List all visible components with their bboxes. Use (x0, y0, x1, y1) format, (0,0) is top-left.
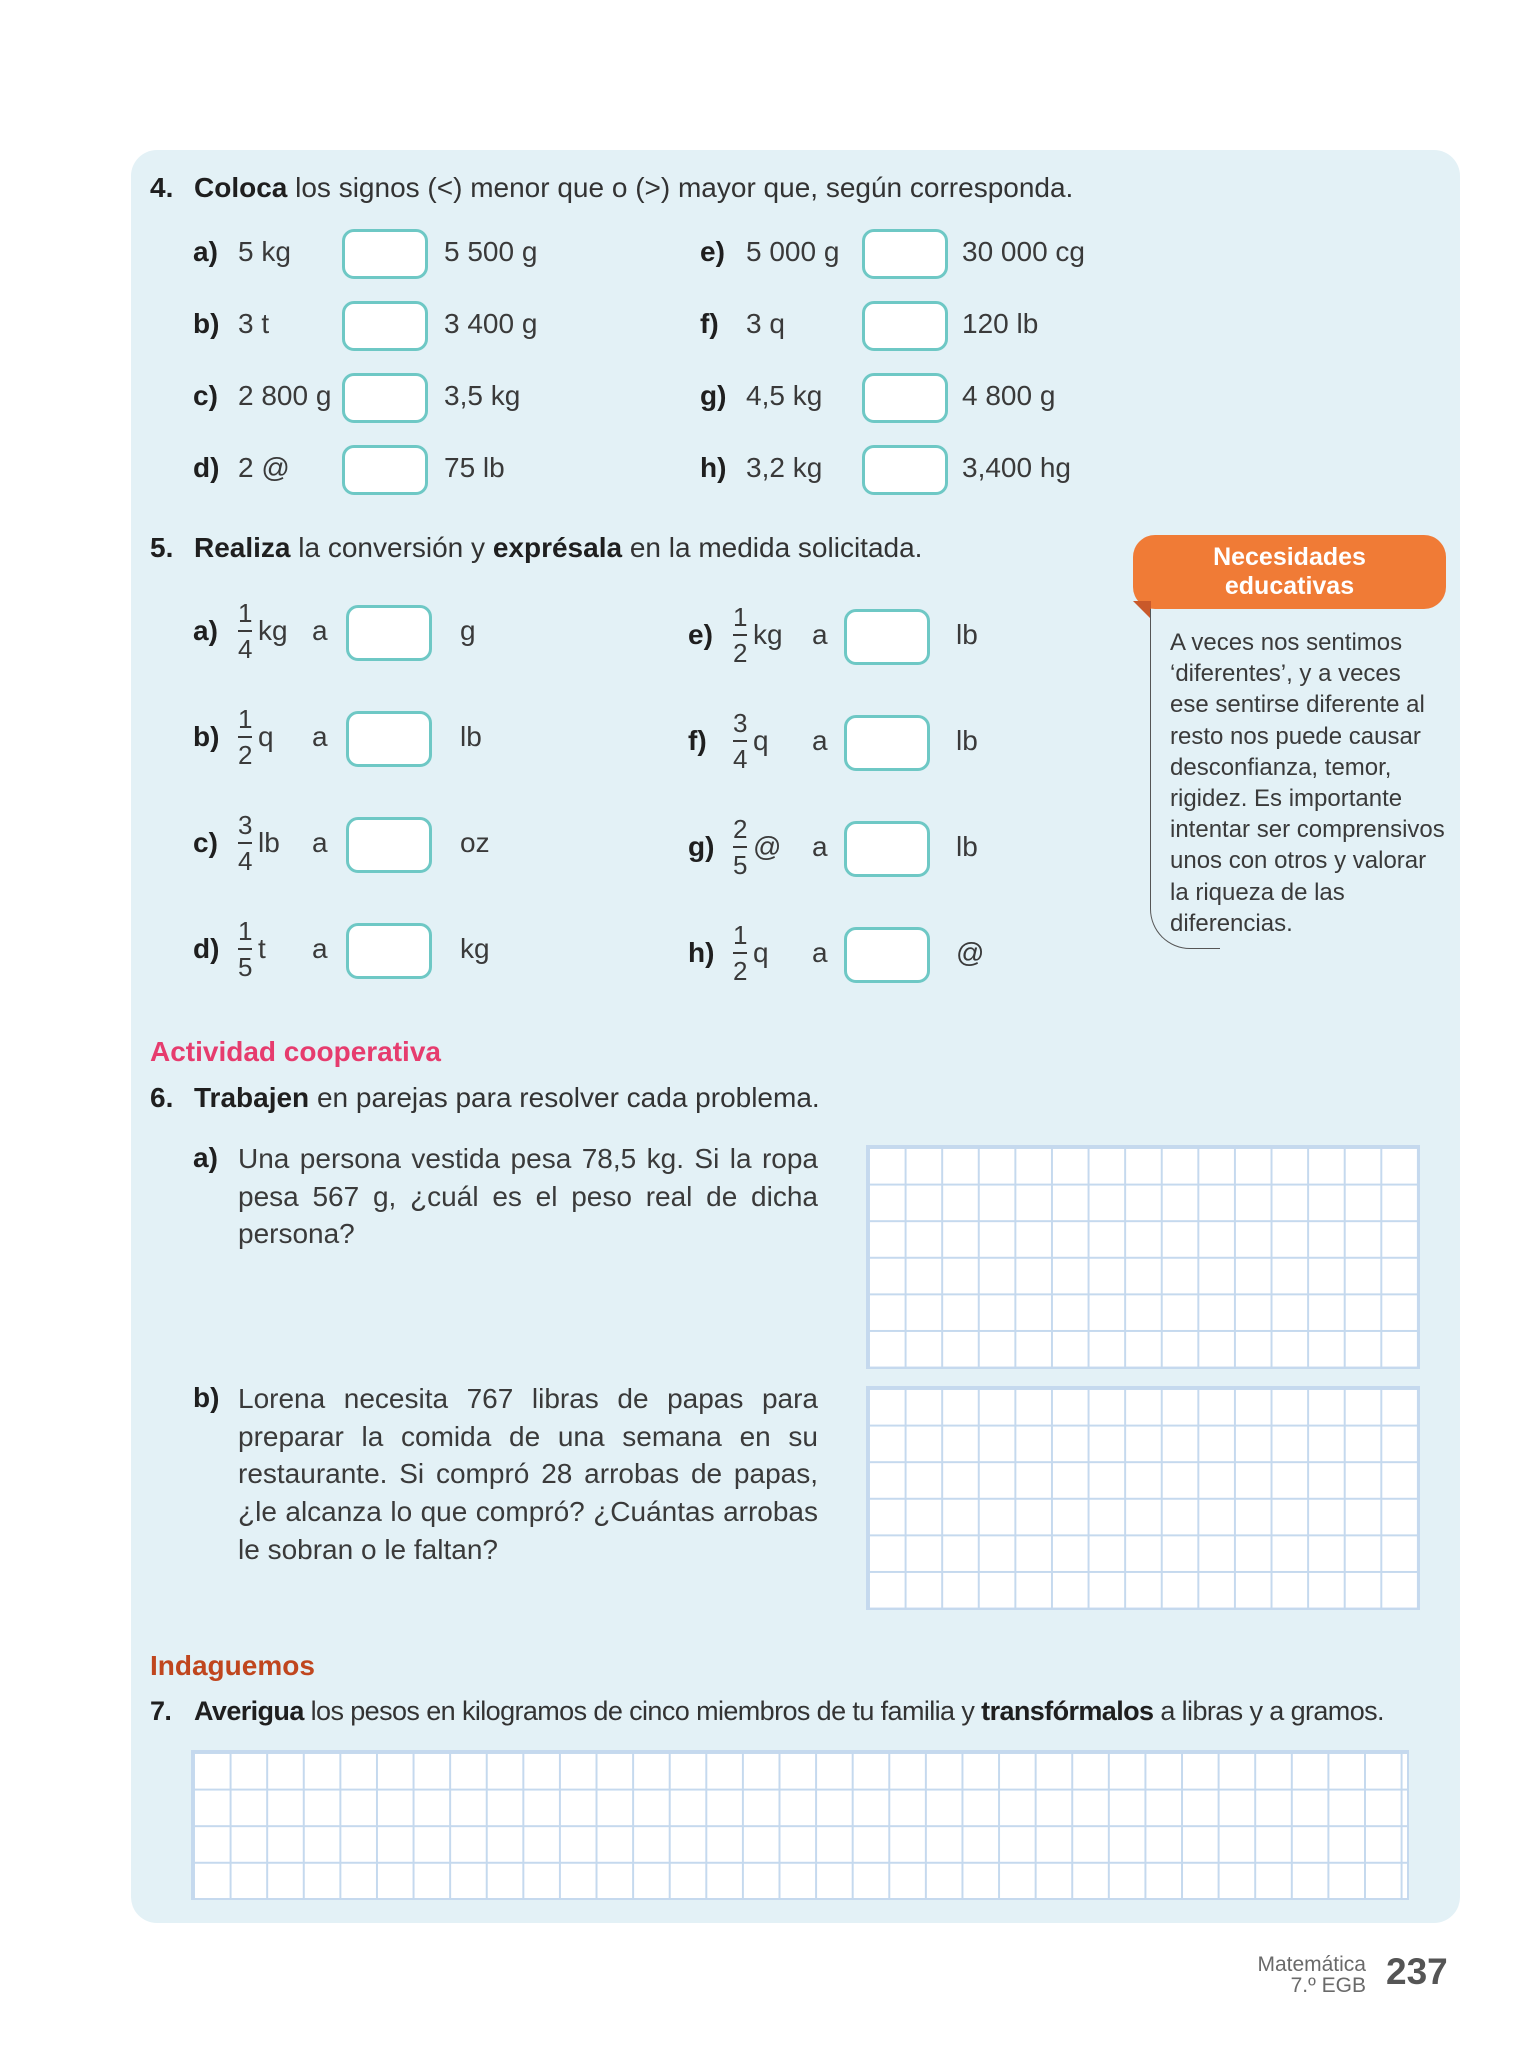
answer-grid-b[interactable] (866, 1386, 1420, 1610)
numerator: 1 (238, 916, 253, 946)
q6-number: 6. (150, 1082, 174, 1113)
source-unit: @ (753, 831, 782, 862)
left-quantity: 3 t (238, 308, 270, 339)
right-quantity: 3,400 hg (962, 452, 1071, 483)
target-unit: kg (460, 933, 490, 964)
page-number: 237 (1386, 1951, 1448, 1992)
item-label: c) (193, 380, 218, 411)
note-header (1133, 535, 1446, 609)
conversion-answer-box[interactable] (346, 817, 432, 873)
sign-answer-box[interactable] (342, 373, 428, 423)
q7-verb-2: transfórmalos (981, 1696, 1154, 1726)
denominator: 5 (238, 952, 253, 982)
conversion-answer-box[interactable] (346, 605, 432, 661)
item-label: e) (700, 236, 725, 267)
connector-a: a (312, 933, 328, 964)
target-unit: lb (956, 725, 978, 756)
target-unit: lb (956, 831, 978, 862)
denominator: 5 (733, 850, 748, 880)
source-unit: lb (258, 827, 280, 858)
denominator: 2 (733, 956, 748, 986)
item-label: h) (700, 452, 727, 483)
q5-number: 5. (150, 532, 174, 563)
connector-a: a (312, 615, 328, 646)
left-quantity: 5 000 g (746, 236, 840, 267)
q4-number: 4. (150, 172, 174, 203)
q5-verb-2: exprésala (492, 532, 623, 563)
sign-answer-box[interactable] (862, 301, 948, 351)
target-unit: @ (956, 937, 985, 968)
right-quantity: 4 800 g (962, 380, 1056, 411)
item-label: g) (688, 831, 715, 862)
item-label: h) (688, 937, 715, 968)
fraction (733, 710, 747, 772)
note-title-line1: Necesidades (1213, 543, 1366, 571)
sign-answer-box[interactable] (342, 445, 428, 495)
source-unit: q (258, 721, 274, 752)
left-quantity: 2 @ (238, 452, 290, 483)
note-body: A veces nos sentimos ‘diferentes’, y a veces ese sentirse diferente al resto nos puede causar desconfianza, temor, rigidez. Es importante intentar ser comprensivos unos con otros y valorar la riqueza de las diferencias. (1170, 629, 1445, 937)
item-label: b) (193, 721, 220, 752)
fraction (238, 918, 252, 980)
q6-heading (150, 1082, 820, 1114)
source-unit: kg (258, 615, 288, 646)
sign-answer-box[interactable] (342, 229, 428, 279)
numerator: 1 (733, 602, 748, 632)
fraction-bar (238, 842, 252, 844)
denominator: 4 (238, 846, 253, 876)
footer-subject (1257, 1954, 1366, 1996)
fraction (238, 812, 252, 874)
q4-heading (150, 172, 1073, 204)
left-quantity: 4,5 kg (746, 380, 823, 411)
fraction-bar (733, 740, 747, 742)
connector-a: a (812, 725, 828, 756)
connector-a: a (312, 721, 328, 752)
source-unit: kg (753, 619, 783, 650)
answer-grid-family-weights[interactable] (191, 1750, 1409, 1900)
investigate-section-title: Indaguemos (150, 1650, 315, 1681)
numerator: 1 (238, 598, 253, 628)
q5-text-2: en la medida solicitada. (622, 532, 923, 563)
q4-verb: Coloca (194, 172, 288, 203)
subject-name: Matemática (1257, 1953, 1366, 1976)
fraction-bar (238, 630, 252, 632)
fraction-bar (733, 846, 747, 848)
right-quantity: 5 500 g (444, 236, 538, 267)
q7-number: 7. (150, 1696, 172, 1726)
source-unit: q (753, 725, 769, 756)
answer-grid-a[interactable] (866, 1145, 1420, 1369)
item-label: e) (688, 619, 713, 650)
item-label: d) (193, 933, 220, 964)
right-quantity: 30 000 cg (962, 236, 1085, 267)
q5-heading (150, 532, 922, 564)
left-quantity: 3 q (746, 308, 785, 339)
item-label: d) (193, 452, 220, 483)
problem-a-label: a) (193, 1142, 218, 1173)
numerator: 3 (733, 708, 748, 738)
conversion-answer-box[interactable] (844, 609, 930, 665)
connector-a: a (812, 937, 828, 968)
denominator: 4 (733, 744, 748, 774)
problem-a-text: Una persona vestida pesa 78,5 kg. Si la ropa pesa 567 g, ¿cuál es el peso real de dicha persona? (238, 1143, 818, 1250)
sign-answer-box[interactable] (342, 301, 428, 351)
connector-a: a (312, 827, 328, 858)
item-label: a) (193, 236, 218, 267)
conversion-answer-box[interactable] (844, 715, 930, 771)
q5-verb-1: Realiza (194, 532, 291, 563)
q7-text-2: a libras y a gramos. (1153, 1696, 1384, 1726)
problem-b-label: b) (193, 1382, 220, 1413)
fraction (733, 604, 747, 666)
conversion-answer-box[interactable] (346, 711, 432, 767)
item-label: f) (688, 725, 707, 756)
item-label: f) (700, 308, 719, 339)
left-quantity: 5 kg (238, 236, 291, 267)
denominator: 2 (733, 638, 748, 668)
source-unit: q (753, 937, 769, 968)
q6-instruction: en parejas para resolver cada problema. (309, 1082, 820, 1113)
conversion-answer-box[interactable] (346, 923, 432, 979)
problem-b-text: Lorena necesita 767 libras de papas para preparar la comida de una semana en su restaurante. Si compró 28 arrobas de papas, ¿le alcanza lo que compró? ¿Cuántas arrobas le sobran o le faltan? (238, 1383, 818, 1565)
denominator: 2 (238, 740, 253, 770)
q6-verb: Trabajen (194, 1082, 310, 1113)
q7-text-1: los pesos en kilogramos de cinco miembros de tu familia y (303, 1696, 982, 1726)
right-quantity: 3,5 kg (444, 380, 521, 411)
left-quantity: 3,2 kg (746, 452, 823, 483)
connector-a: a (812, 831, 828, 862)
target-unit: lb (460, 721, 482, 752)
fraction-bar (238, 948, 252, 950)
q4-instruction: los signos (<) menor que o (>) mayor que, según corresponda. (287, 172, 1074, 203)
grade-level: 7.º EGB (1290, 1974, 1366, 1997)
conversion-answer-box[interactable] (844, 821, 930, 877)
numerator: 2 (733, 814, 748, 844)
right-quantity: 120 lb (962, 308, 1039, 339)
numerator: 3 (238, 810, 253, 840)
fraction-bar (238, 736, 252, 738)
item-label: a) (193, 615, 218, 646)
item-label: g) (700, 380, 727, 411)
left-quantity: 2 800 g (238, 380, 332, 411)
source-unit: t (258, 933, 266, 964)
conversion-answer-box[interactable] (844, 927, 930, 983)
right-quantity: 75 lb (444, 452, 505, 483)
target-unit: lb (956, 619, 978, 650)
fraction-bar (733, 634, 747, 636)
q7-verb-1: Averigua (194, 1696, 304, 1726)
fraction (733, 816, 747, 878)
item-label: c) (193, 827, 218, 858)
sign-answer-box[interactable] (862, 445, 948, 495)
q7-heading (150, 1696, 1384, 1727)
fraction (733, 922, 747, 984)
connector-a: a (812, 619, 828, 650)
fraction (238, 706, 252, 768)
fraction-bar (733, 952, 747, 954)
denominator: 4 (238, 634, 253, 664)
fraction (238, 600, 252, 662)
numerator: 1 (238, 704, 253, 734)
item-label: b) (193, 308, 220, 339)
q5-text-1: la conversión y (290, 532, 493, 563)
note-title-line2: educativas (1224, 572, 1355, 600)
sign-answer-box[interactable] (862, 229, 948, 279)
right-quantity: 3 400 g (444, 308, 538, 339)
target-unit: g (460, 615, 476, 646)
sign-answer-box[interactable] (862, 373, 948, 423)
numerator: 1 (733, 920, 748, 950)
cooperative-section-title: Actividad cooperativa (150, 1036, 441, 1067)
target-unit: oz (460, 827, 490, 858)
